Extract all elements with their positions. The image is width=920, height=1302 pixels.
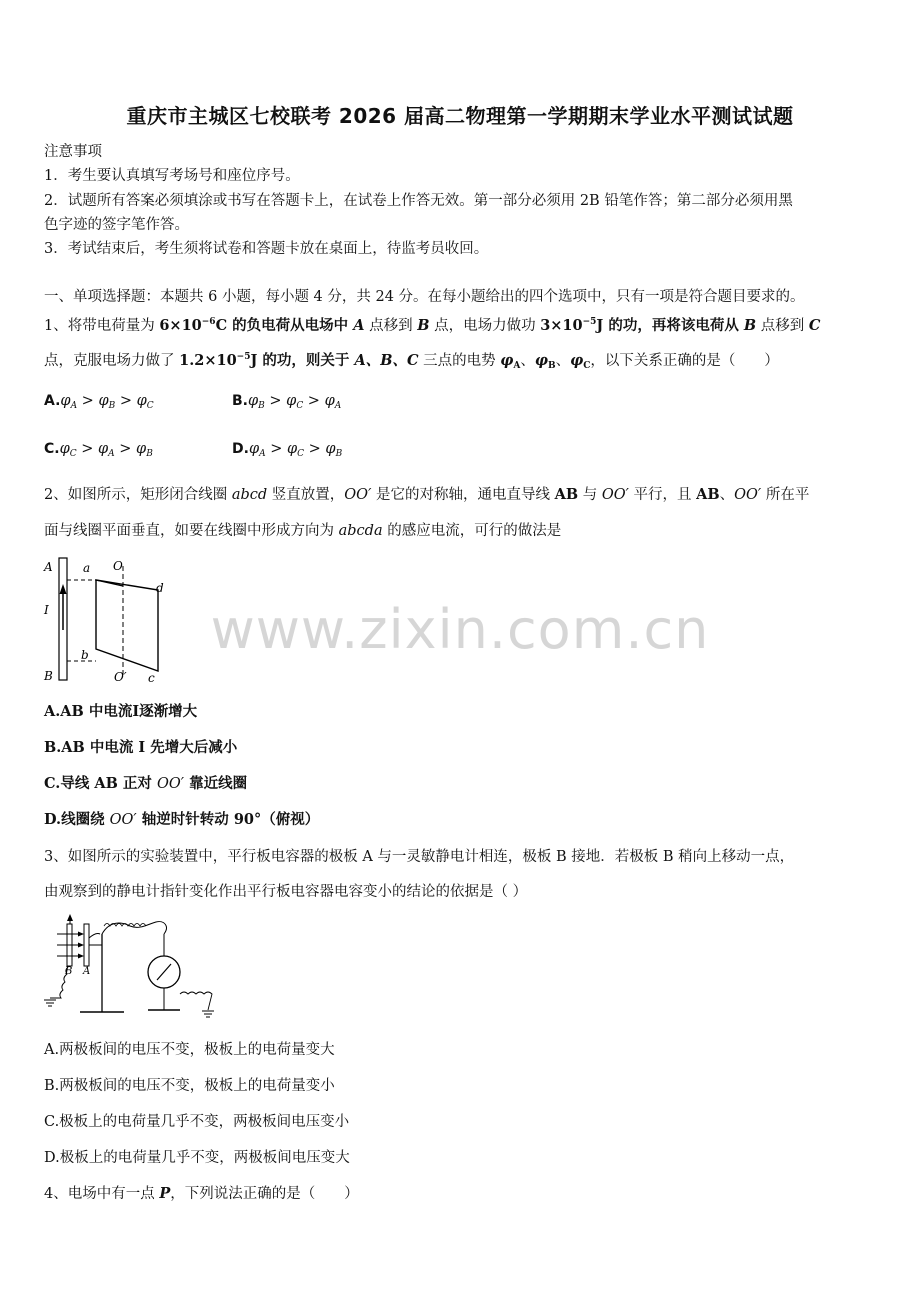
page-title: 重庆市主城区七校联考 2026 届高二物理第一学期期末学业水平测试试题	[126, 104, 794, 128]
figure-label-plate-b: B	[65, 966, 73, 977]
q1-option-c: $C.\varphi_C > \varphi_A > \varphi_B$	[44, 441, 153, 459]
figure-label-b: b	[81, 648, 89, 662]
figure-label-O-prime: O′	[114, 670, 127, 684]
notice-item-2-cont: 色字迹的签字笔作答。	[44, 217, 189, 233]
question-2-line-1: 2、如图所示，矩形闭合线圈 abcd 竖直放置，OO′ 是它的对称轴，通电直导线 AB 与 OO′ 平行，且 AB、OO′ 所在平	[44, 486, 810, 503]
q2-option-b: B.AB 中电流 I 先增大后减小	[44, 739, 238, 756]
q2-option-a: A.AB 中电流Ⅰ逐渐增大	[44, 703, 198, 720]
q3-option-b: B.两极板间的电压不变，极板上的电荷量变小	[44, 1078, 335, 1094]
notice-item-2: 2．试题所有答案必须填涂或书写在答题卡上，在试卷上作答无效。第一部分必须用 2B 铅笔作答；第二部分必须用黑	[44, 193, 793, 209]
watermark: www.zixin.com.cn	[210, 598, 710, 661]
notice-item-3: 3．考试结束后，考生须将试卷和答题卡放在桌面上，待监考员收回。	[44, 241, 489, 257]
figure-label-plate-a: A	[83, 966, 91, 977]
q1-option-b: $B.\varphi_B > \varphi_C > \varphi_A$	[232, 393, 342, 411]
notice-item-1: 1．考生要认真填写考场号和座位序号。	[44, 168, 300, 184]
q2-option-c: C.导线 AB 正对 OO′ 靠近线圈	[44, 775, 248, 792]
figure-label-A: A	[44, 560, 53, 574]
q3-option-a: A.两极板间的电压不变，极板上的电荷量变大	[44, 1042, 335, 1058]
figure-label-B: B	[44, 669, 53, 683]
question-4: 4、电场中有一点 P，下列说法正确的是（ ）	[44, 1185, 359, 1202]
q1-option-d: $D.\varphi_A > \varphi_C > \varphi_B$	[232, 441, 343, 459]
question-1-line-1: 1、将带电荷量为 $6\times 10^{-6}C$ 的负电荷从电场中 A 点移到 B 点，电场力做功 $3\times 10^{-5}J$ 的功，再将该电荷从 B 点移到 C	[44, 317, 821, 334]
q3-option-c: C.极板上的电荷量几乎不变，两极板间电压变小	[44, 1114, 350, 1130]
section-1-heading: 一、单项选择题：本题共 6 小题，每小题 4 分，共 24 分。在每小题给出的四个选项中，只有一项是符合题目要求的。	[44, 289, 805, 305]
question-2-line-2: 面与线圈平面垂直，如要在线圈中形成方向为 abcda 的感应电流，可行的做法是	[44, 523, 562, 539]
figure-label-c: c	[148, 671, 155, 685]
question-3-line-2: 由观察到的静电计指针变化作出平行板电容器电容变小的结论的依据是（ ）	[44, 884, 528, 900]
q1-option-a: $A.\varphi_A > \varphi_B > \varphi_C$	[44, 393, 154, 411]
figure-label-I: I	[44, 603, 49, 617]
figure-label-a: a	[83, 561, 91, 575]
question-1-line-2: 点，克服电场力做了 $1.2\times 10^{-5}J$ 的功，则关于 A、B、C 三点的电势 $\varphi_A$、$\varphi_B$、$\varphi_C$，以下关系正确的是（ ）	[44, 352, 779, 371]
capacitor-electrometer-figure	[40, 912, 220, 1022]
notice-heading: 注意事项	[44, 144, 102, 160]
q2-option-d: D.线圈绕 OO′ 轴逆时针转动 90°（俯视）	[44, 811, 320, 828]
q3-option-d: D.极板上的电荷量几乎不变，两极板间电压变大	[44, 1150, 350, 1166]
question-3-line-1: 3、如图所示的实验装置中，平行板电容器的极板 A 与一灵敏静电计相连，极板 B 接地．若极板 B 稍向上移动一点，	[44, 849, 795, 865]
figure-label-d: d	[156, 581, 164, 595]
figure-label-O: O	[113, 559, 123, 573]
